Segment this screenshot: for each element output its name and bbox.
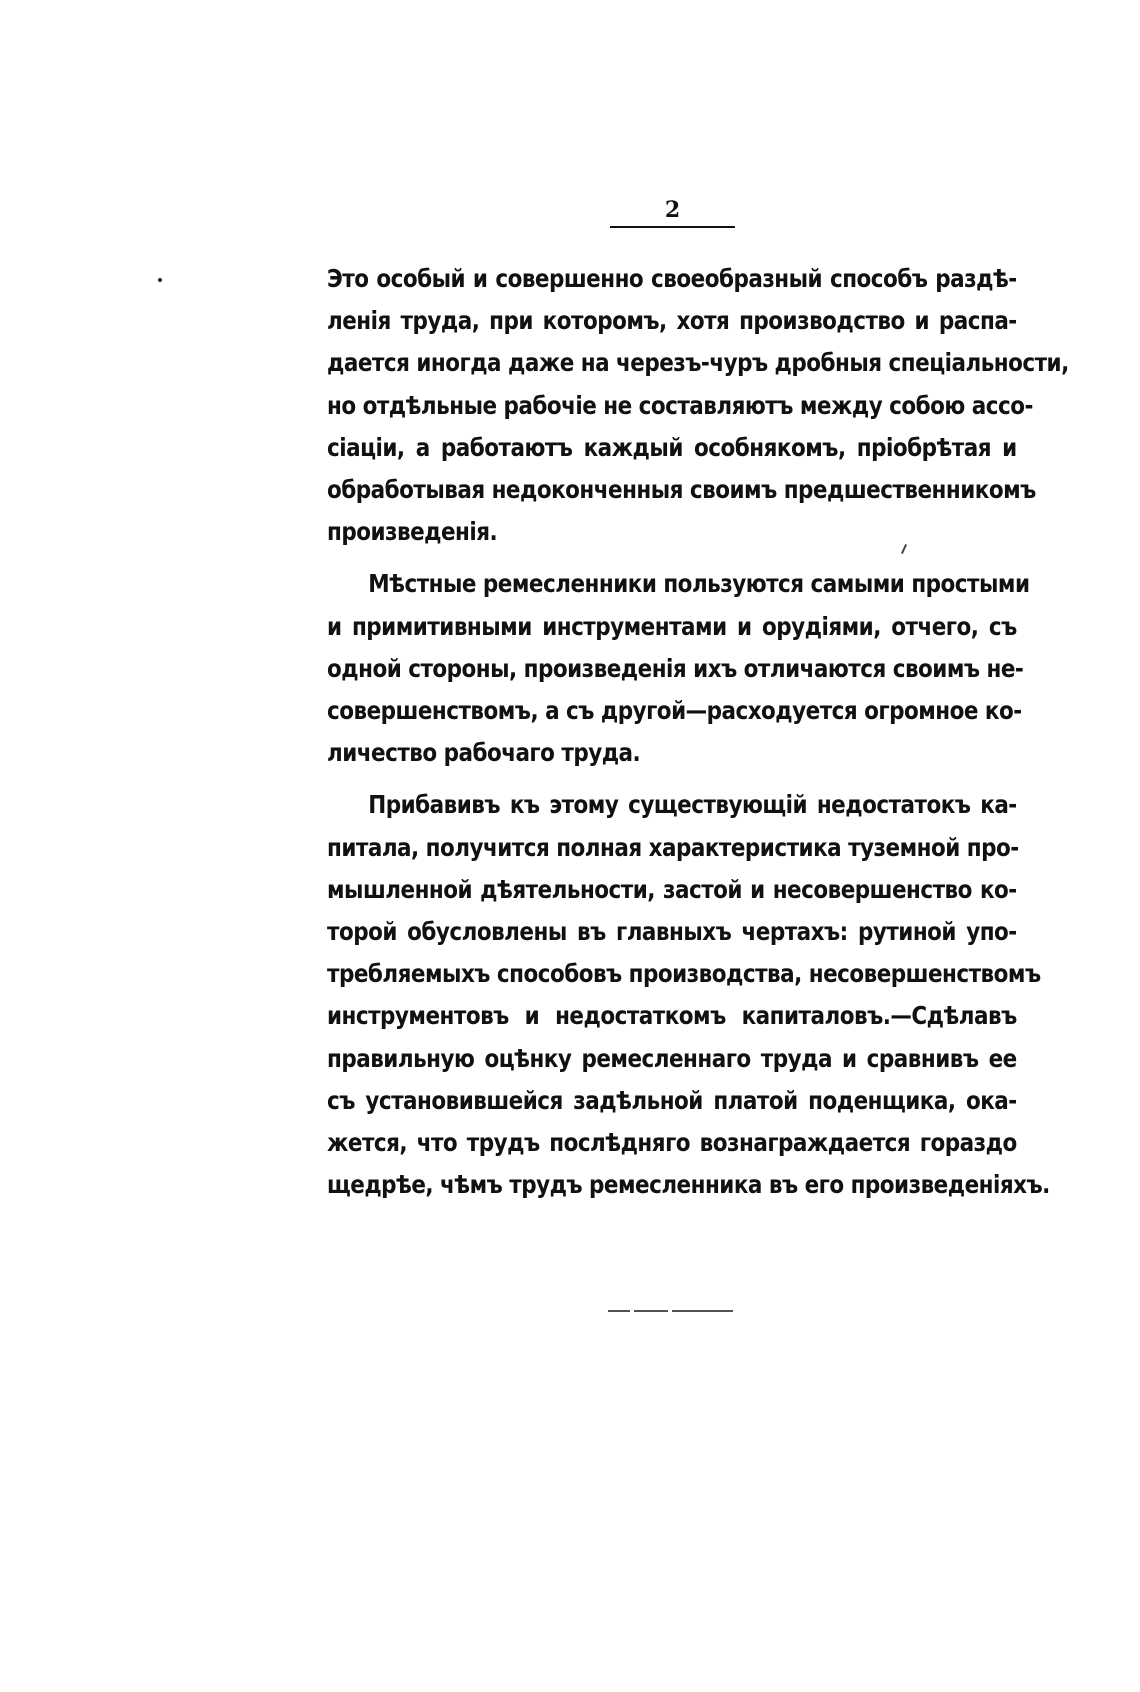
text-line: инструментовъ и недостаткомъ капиталовъ.—Сдѣлавъ [327,1001,1017,1031]
text-line: одной стороны, произведенія ихъ отличаются своимъ не- [327,653,1024,683]
text-line: жется, что трудъ послѣдняго вознаграждается гораздо [327,1128,1017,1158]
text-line: съ установившейся задѣльной платой поденщика, ока- [327,1085,1017,1115]
text-line: совершенствомъ, а съ другой—расходуется огромное ко- [327,696,1022,726]
text-line: требляемыхъ способовъ производства, несовершенствомъ [327,959,1041,989]
text-line: обработывая недоконченныя своимъ предшественникомъ [327,475,1036,505]
paragraph-2 [327,563,1030,774]
paragraph-3 [327,784,1050,1206]
text-line: правильную оцѣнку ремесленнаго труда и сравнивъ ее [327,1043,1017,1073]
text-line: но отдѣльные рабочіе не составляютъ между собою ассо- [327,390,1033,420]
page-header [610,196,735,228]
header-rule [610,226,735,228]
end-ornament-rule [608,1310,733,1312]
paragraph-1 [327,258,1069,553]
text-line: мышленной дѣятельности, застой и несовершенство ко- [327,874,1017,904]
margin-dot-mark [158,278,162,282]
text-line: торой обусловлены въ главныхъ чертахъ: рутиной упо- [327,917,1017,947]
text-line: щедрѣе, чѣмъ трудъ ремесленника въ его произведеніяхъ. [327,1170,1050,1200]
page-number: 2 [664,197,681,223]
text-line: дается иногда даже на черезъ-чуръ дробныя спеціальности, [327,348,1069,378]
text-line: Прибавивъ къ этому существующій недостатокъ ка- [368,790,1017,820]
text-line: питала, получится полная характеристика туземной про- [327,832,1019,862]
text-line: сіаціи, а работаютъ каждый особнякомъ, пріобрѣтая и [327,432,1017,462]
text-line: Это особый и совершенно своеобразный способъ раздѣ- [327,264,1017,293]
text-line: произведенія. [327,517,498,547]
body-text [327,258,1069,1206]
text-line: личество рабочаго труда. [327,738,641,768]
text-line: ленія труда, при которомъ, хотя производство и распа- [327,306,1017,336]
text-line: Мѣстные ремесленники пользуются самыми простыми [368,569,1030,599]
text-line: и примитивными инструментами и орудіями, отчего, съ [327,611,1017,641]
